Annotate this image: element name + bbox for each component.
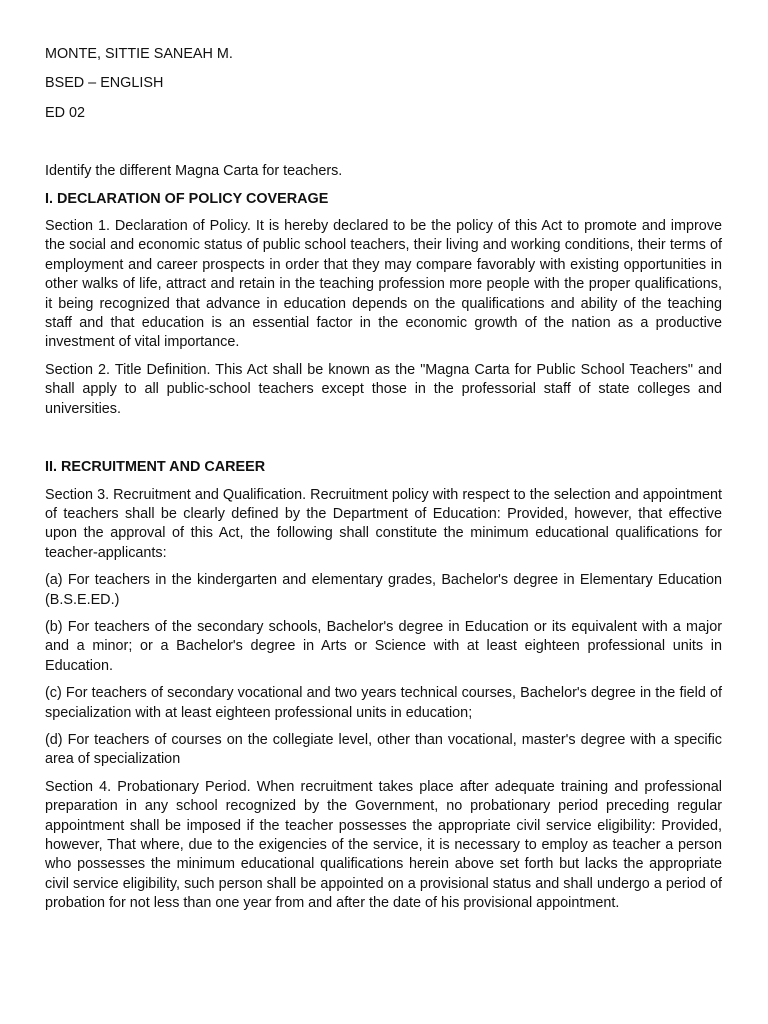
assignment-prompt: Identify the different Magna Carta for teachers. xyxy=(45,163,343,180)
section-heading-declaration: I. DECLARATION OF POLICY COVERAGE xyxy=(45,190,329,207)
paragraph-item-d: (d) For teachers of courses on the collegiate level, other than vocational, master's degree with a specific area of specialization xyxy=(45,731,722,768)
paragraph-section-4: Section 4. Probationary Period. When recruitment takes place after adequate training and professional preparation in any school recognized by the Government, no probationary period preceding regular appointment shall be imposed if the teacher possesses the appropriate civil service eligibility: Provided, however, That where, due to the exigencies of the service, it is necessary to employ as teacher a person who possesses the minimum educational qualifications herein above set forth but lacks the appropriate civil service eligibility, such person shall be appointed on a provisional status and shall undergo a period of probation for not less than one year from and after the date of his provisional appointment. xyxy=(45,778,722,912)
paragraph-section-2: Section 2. Title Definition. This Act shall be known as the "Magna Carta for Public School Teachers" and shall apply to all public-school teachers except those in the professorial staff of state colleges and universities. xyxy=(45,361,722,417)
paragraph-section-1: Section 1. Declaration of Policy. It is hereby declared to be the policy of this Act to promote and improve the social and economic status of public school teachers, their living and working conditions, their terms of employment and career prospects in order that they may compare favorably with existing opportunities in other walks of life, attract and retain in the teaching profession more people with the proper qualifications, it being recognized that advance in education depends on the qualifications and ability of the teaching staff and that education is an essential factor in the economic growth of the nation as a productive investment of vital importance. xyxy=(45,218,722,351)
subject-code: ED 02 xyxy=(45,104,85,121)
student-course: BSED – ENGLISH xyxy=(45,75,164,92)
student-name: MONTE, SITTIE SANEAH M. xyxy=(45,46,233,62)
paragraph-item-c: (c) For teachers of secondary vocational and two years technical courses, Bachelor's degree in the field of specialization with at least eighteen professional units in education; xyxy=(45,685,722,721)
paragraph-section-3: Section 3. Recruitment and Qualification. Recruitment policy with respect to the selection and appointment of teachers shall be clearly defined by the Department of Education: Provided, however, that effective upon the approval of this Act, the following shall constitute the minimum educational qualifications for teacher-applicants: xyxy=(45,486,722,561)
section-heading-recruitment: II. RECRUITMENT AND CAREER xyxy=(45,459,266,476)
paragraph-item-a: (a) For teachers in the kindergarten and elementary grades, Bachelor's degree in Elementary Education (B.S.E.ED.) xyxy=(45,572,722,608)
paragraph-item-b: (b) For teachers of the secondary schools, Bachelor's degree in Education or its equivalent with a major and a minor; or a Bachelor's degree in Arts or Science with at least eighteen professional units in Education. xyxy=(45,618,722,674)
